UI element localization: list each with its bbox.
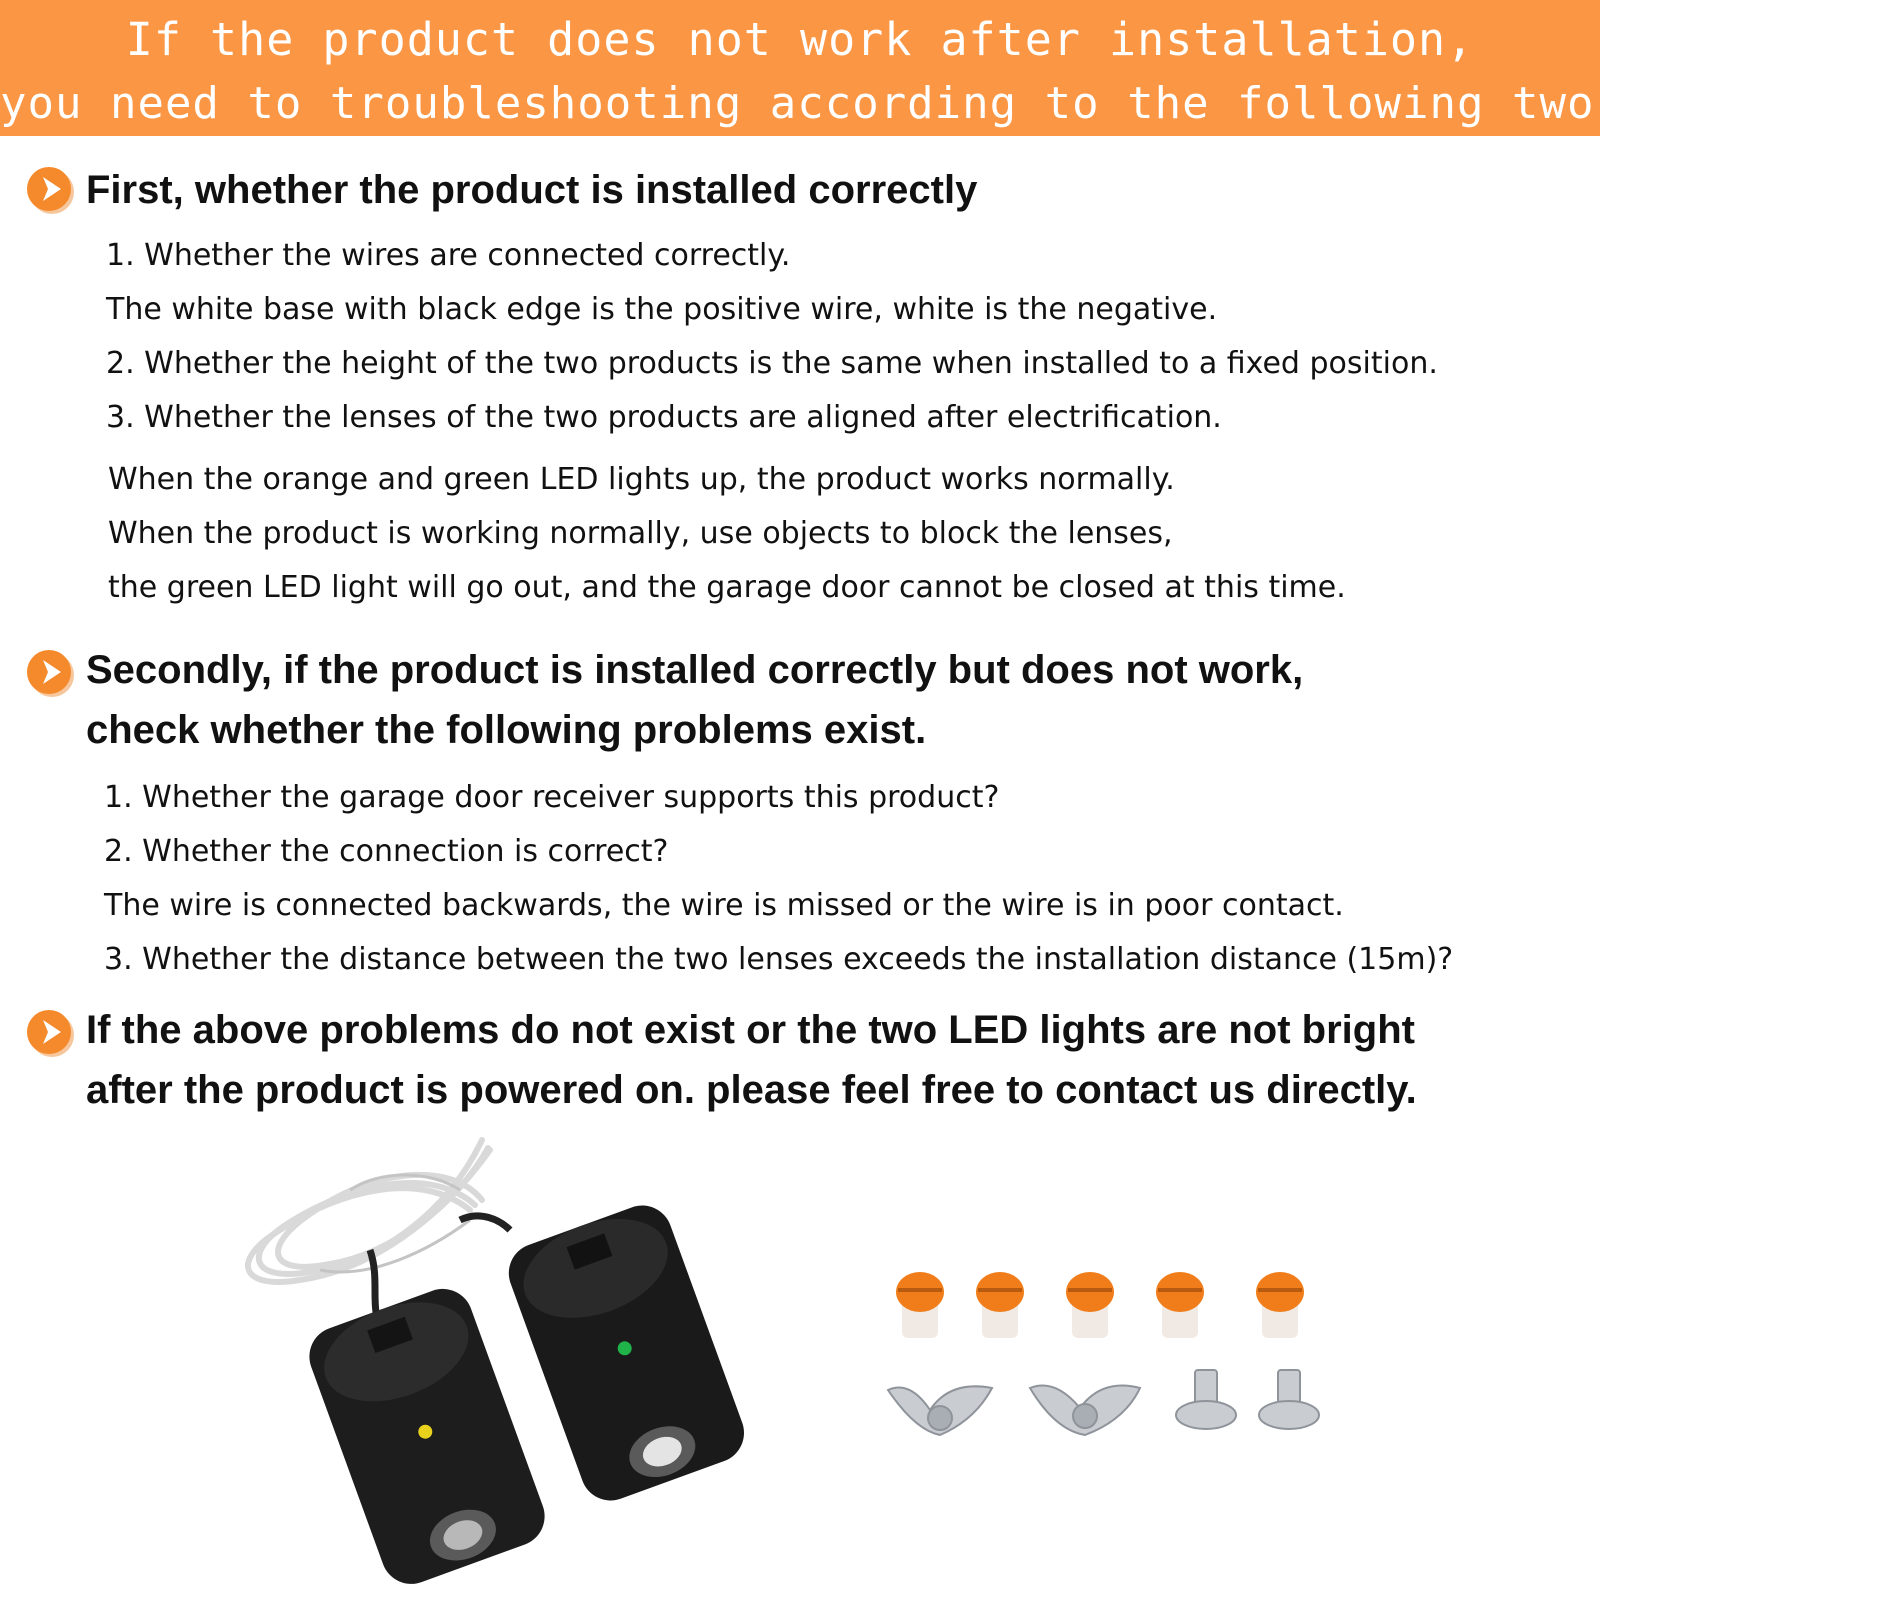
section1-line-2: The white base with black edge is the positive wire, white is the negative.	[106, 292, 1218, 327]
section2-line-1: 1. Whether the garage door receiver supports this product?	[104, 780, 1000, 815]
section3-heading-line-1: If the above problems do not exist or the two LED lights are not bright	[86, 1008, 1415, 1052]
banner-line-1: If the product does not work after installation,	[125, 13, 1475, 66]
header-banner	[0, 0, 1897, 136]
section2-heading-line-2: check whether the following problems exist.	[86, 708, 927, 752]
section1-line-5: When the orange and green LED lights up, the product works normally.	[108, 462, 1175, 497]
section2-line-3: The wire is connected backwards, the wire is missed or the wire is in poor contact.	[104, 888, 1344, 923]
orange-arrow-bullet-icon	[26, 648, 76, 698]
connectors-and-hardware-icon	[880, 1270, 1360, 1470]
section3-heading-line-2: after the product is powered on. please feel free to contact us directly.	[86, 1068, 1417, 1112]
section1-line-1: 1. Whether the wires are connected correctly.	[106, 238, 791, 273]
section1-line-4: 3. Whether the lenses of the two products are aligned after electrification.	[106, 400, 1222, 435]
section2-heading-line-1: Secondly, if the product is installed correctly but does not work,	[86, 648, 1304, 692]
section2-line-2: 2. Whether the connection is correct?	[104, 834, 669, 869]
section1-line-7: the green LED light will go out, and the garage door cannot be closed at this time.	[108, 570, 1346, 605]
safety-sensor-pair-icon	[220, 1130, 780, 1590]
section1-line-3: 2. Whether the height of the two products is the same when installed to a fixed position.	[106, 346, 1438, 381]
orange-arrow-bullet-icon	[26, 165, 76, 215]
section1-line-6: When the product is working normally, use objects to block the lenses,	[108, 516, 1173, 551]
orange-arrow-bullet-icon	[26, 1008, 76, 1058]
banner-line-2: you need to troubleshooting according to the following two situations	[0, 78, 1897, 129]
section2-line-4: 3. Whether the distance between the two lenses exceeds the installation distance (15m)?	[104, 942, 1454, 977]
section1-heading: First, whether the product is installed correctly	[86, 168, 978, 212]
